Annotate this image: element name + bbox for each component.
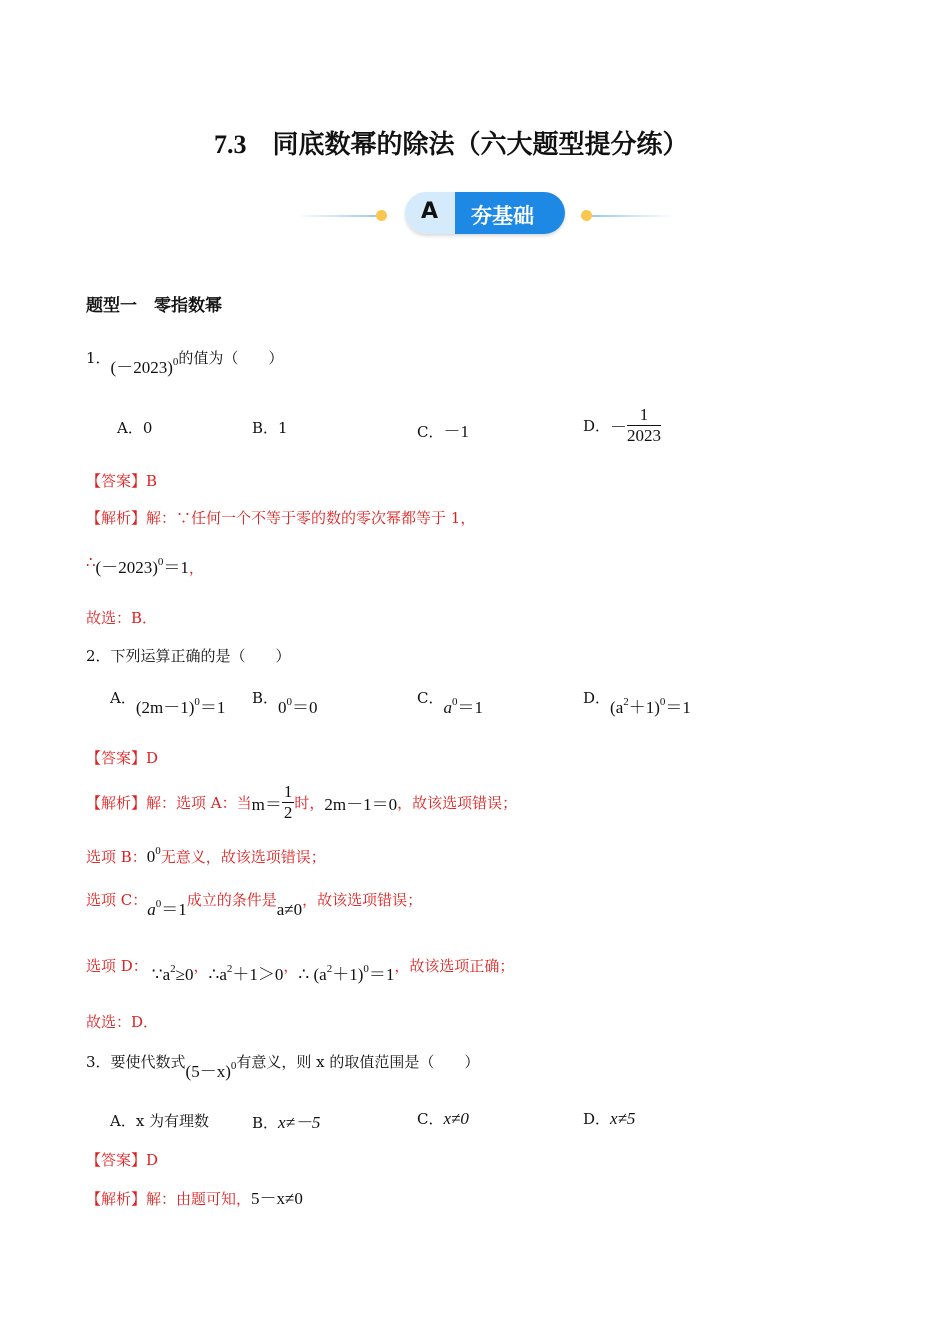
q3-analysis: [86, 1184, 303, 1209]
q2-option-c-label: C．: [417, 689, 444, 707]
q2-option-a-base: (2m－1): [135, 698, 195, 717]
q1-line2-comma: ，: [188, 559, 204, 577]
q1-line2-expr: (－2023): [95, 558, 158, 577]
q3-option-b-value: x≠－5: [278, 1113, 321, 1132]
q2-analysis-d-head: 选项 D：: [86, 957, 148, 975]
banner-label: 夯基础: [471, 204, 534, 228]
q2-analysis-b-exp: 0: [155, 845, 161, 857]
q3-option-c: [417, 1108, 469, 1129]
q2-analysis-a-shi: 时，: [294, 794, 325, 812]
q2-option-d-label: D．: [583, 689, 611, 707]
q1-option-d-sign: －: [610, 418, 628, 437]
q2-analysis-b-head: 选项 B：: [86, 848, 147, 866]
q2-option-d: [583, 687, 691, 717]
q2-option-a: [110, 687, 226, 717]
q1-line2-rest: ＝1: [163, 558, 189, 577]
q3-option-d-value: x≠5: [610, 1109, 636, 1128]
fraction-denominator: 2023: [627, 426, 662, 445]
q3-stem: [86, 1047, 480, 1081]
q2-analysis-d-p1-rest: ≥0: [175, 965, 194, 984]
q2-option-a-label: A．: [110, 689, 136, 707]
banner-letter: A: [421, 199, 439, 224]
q1-line2-exp: 0: [157, 556, 164, 568]
q2-analysis-d-p3-exp: 0: [363, 963, 369, 975]
q2-choose: 故选：D．: [86, 1013, 159, 1031]
q2-analysis-d-p1-sq: 2: [170, 963, 176, 975]
q2-analysis-c: [86, 885, 423, 919]
q3-option-a: A．x 为有理数: [110, 1112, 210, 1130]
q1-option-d-label: D．: [583, 417, 611, 435]
q3-option-b-label: B．: [252, 1114, 279, 1132]
q2-analysis-d-p3-mid: ＋1): [332, 965, 364, 984]
banner-left-dot: [376, 210, 387, 221]
q1-answer: 【答案】B: [86, 472, 158, 490]
q1-exp: 0: [172, 356, 179, 368]
q2-analysis-a: [86, 782, 517, 823]
q3-expr: (5－x): [185, 1062, 231, 1081]
q2-analysis-d-p2: ∴a: [208, 965, 227, 984]
q2-analysis-d-p3-open: (a: [313, 965, 327, 984]
q2-option-b-rest: ＝0: [292, 698, 318, 717]
fraction-denominator: 2: [283, 803, 293, 822]
q2-analysis-b-expr: 0: [146, 847, 156, 866]
q2-analysis-c-rest: ＝1: [161, 900, 187, 919]
q2-option-d-exp: 0: [659, 696, 666, 708]
q1-stem-text: 的值为（ ）: [178, 349, 284, 367]
q2-analysis-d-tail: 故该选项正确；: [409, 957, 515, 975]
q2-option-c-base: a: [443, 698, 452, 717]
banner-right-line: [592, 215, 674, 217]
q2-analysis-b-tail: 无意义，故该选项错误；: [160, 848, 326, 866]
q2-analysis-c-tail: ，故该选项错误；: [302, 891, 423, 909]
banner-left-line: [296, 215, 378, 217]
q3-analysis-head: 【解析】解：由题可知，: [86, 1190, 252, 1208]
q2-analysis-c-exp: 0: [155, 898, 162, 910]
banner-right-dot: [581, 210, 592, 221]
q3-stem-head: 3．要使代数式: [86, 1053, 186, 1071]
q1-expr: (－2023): [110, 358, 173, 377]
q2-option-c-rest: ＝1: [457, 698, 483, 717]
q1-stem: [86, 343, 284, 377]
q2-analysis-d-comma1: ，: [193, 957, 209, 975]
q2-analysis-d-p3: ∴: [298, 965, 310, 984]
q2-option-b: [252, 687, 318, 717]
q3-option-d-label: D．: [583, 1110, 611, 1128]
q3-exp: 0: [230, 1060, 237, 1072]
q1-option-b: B．1: [252, 419, 288, 437]
q2-analysis-d-comma3: ，: [394, 957, 410, 975]
q2-analysis-d: [86, 951, 515, 984]
fraction-numerator: 1: [627, 405, 661, 426]
q2-analysis-b: [86, 845, 326, 867]
q2-stem: 2．下列运算正确的是（ ）: [86, 647, 291, 665]
q2-option-d-open: (a: [610, 698, 624, 717]
q2-answer: 【答案】D: [86, 749, 159, 767]
q2-option-a-exp: 0: [194, 696, 200, 708]
q2-option-d-sq: 2: [623, 696, 629, 708]
q2-analysis-d-p2-rest: ＋1＞0: [232, 965, 284, 984]
q2-analysis-a-half: [282, 782, 295, 823]
q1-number: 1．: [86, 349, 111, 367]
q2-analysis-a-head: 【解析】解：选项 A：当: [86, 794, 252, 812]
q1-option-d-fraction: [627, 405, 661, 446]
q2-analysis-c-cond: a≠0: [276, 900, 303, 919]
q2-option-c-exp: 0: [451, 696, 458, 708]
q3-option-c-value: x≠0: [443, 1109, 469, 1128]
banner-pill: [405, 192, 565, 234]
q1-option-a: A．0: [117, 419, 153, 437]
q2-analysis-d-p3-rest: ＝1: [368, 965, 395, 984]
q2-option-b-exp: 0: [286, 696, 293, 708]
q2-analysis-c-expr: a: [147, 900, 156, 919]
therefore-symbol: ∴: [86, 553, 96, 571]
q1-analysis: 【解析】解：∵任何一个不等于零的数的零次幂都等于 1，: [86, 509, 476, 527]
q2-analysis-d-p3-sq: 2: [326, 963, 333, 975]
q3-answer: 【答案】D: [86, 1151, 159, 1169]
q3-stem-tail: 有意义，则 x 的取值范围是（ ）: [236, 1053, 480, 1071]
q1-option-d: [583, 405, 661, 446]
q1-option-c: [417, 417, 469, 442]
q2-option-b-label: B．: [252, 689, 279, 707]
q1-analysis-line2: [86, 553, 204, 578]
q3-option-d: [583, 1108, 635, 1129]
q2-analysis-c-mid: 成立的条件是: [186, 891, 277, 909]
q3-option-b: [252, 1108, 320, 1133]
q2-option-c: [417, 687, 483, 717]
q2-option-b-base: 0: [278, 698, 287, 717]
q2-analysis-d-p2-sq: 2: [226, 963, 233, 975]
q2-analysis-a-tail: ，故该选项错误；: [397, 794, 518, 812]
q2-analysis-a-m: m＝: [251, 795, 282, 814]
q2-analysis-a-expr: 2m－1＝0: [324, 795, 398, 814]
fraction-numerator: 1: [283, 782, 293, 801]
q1-option-c-label: C．: [417, 423, 444, 441]
q2-option-a-rest: ＝1: [199, 698, 226, 717]
q3-analysis-expr: 5－x≠0: [251, 1189, 303, 1208]
q2-analysis-d-comma2: ，: [283, 957, 299, 975]
q2-analysis-c-head: 选项 C：: [86, 891, 148, 909]
q2-option-d-mid: ＋1): [628, 698, 660, 717]
q3-option-c-label: C．: [417, 1110, 444, 1128]
section-heading: 题型一 零指数幂: [86, 296, 222, 316]
q1-option-c-value: －1: [443, 422, 469, 441]
q2-analysis-d-p1: ∵a: [151, 965, 171, 984]
q2-option-d-rest: ＝1: [665, 698, 691, 717]
q1-choose: 故选：B．: [86, 609, 158, 627]
page-title: 7.3 同底数幂的除法（六大题型提分练）: [214, 130, 689, 159]
